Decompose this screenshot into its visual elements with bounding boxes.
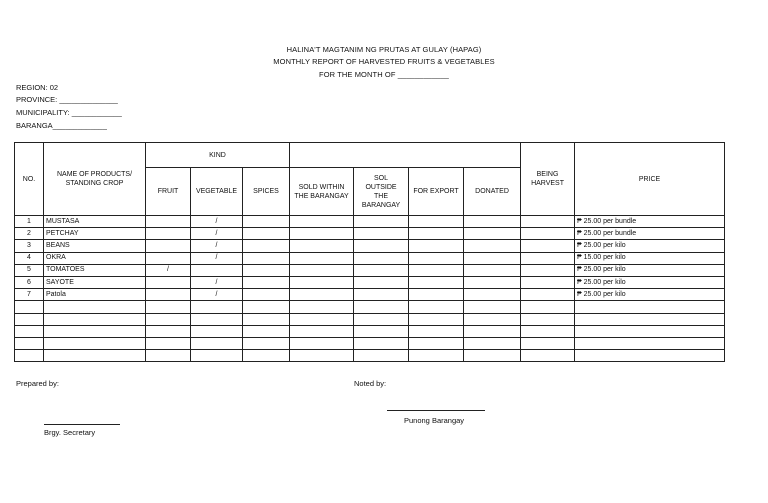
row-fruit-mark xyxy=(146,276,191,288)
header-spices: SPICES xyxy=(243,168,290,216)
row-for-export xyxy=(409,276,464,288)
row-donated xyxy=(464,264,521,276)
row-fruit-mark xyxy=(146,301,191,313)
header-sold-within: SOLD WITHIN THE BARANGAY xyxy=(290,168,354,216)
header-kind: KIND xyxy=(146,143,290,168)
row-vegetable-mark xyxy=(191,313,243,325)
table-row xyxy=(15,240,725,252)
secretary-label: Brgy. Secretary xyxy=(44,428,96,437)
row-sol-outside xyxy=(354,325,409,337)
row-fruit-mark xyxy=(146,337,191,349)
table-row xyxy=(15,264,725,276)
row-price: ₱ 25.00 per bundle xyxy=(575,216,725,228)
row-name: TOMATOES xyxy=(44,264,146,276)
row-name xyxy=(44,313,146,325)
row-sol-outside xyxy=(354,301,409,313)
row-spices xyxy=(243,325,290,337)
row-fruit-mark xyxy=(146,252,191,264)
row-for-export xyxy=(409,289,464,301)
row-donated xyxy=(464,240,521,252)
table-row xyxy=(15,252,725,264)
row-donated xyxy=(464,252,521,264)
row-for-export xyxy=(409,252,464,264)
row-being-harvest xyxy=(521,276,575,288)
header-vegetable: VEGETABLE xyxy=(191,168,243,216)
row-vegetable-mark: / xyxy=(191,276,243,288)
row-fruit-mark xyxy=(146,325,191,337)
row-for-export xyxy=(409,350,464,362)
row-donated xyxy=(464,228,521,240)
row-no: 4 xyxy=(15,252,44,264)
row-donated xyxy=(464,337,521,349)
row-vegetable-mark: / xyxy=(191,289,243,301)
row-fruit-mark xyxy=(146,216,191,228)
row-name: BEANS xyxy=(44,240,146,252)
row-price xyxy=(575,301,725,313)
row-name: MUSTASA xyxy=(44,216,146,228)
row-sol-outside xyxy=(354,240,409,252)
prepared-by-label: Prepared by: xyxy=(16,379,59,388)
row-being-harvest xyxy=(521,337,575,349)
row-fruit-mark xyxy=(146,350,191,362)
row-price xyxy=(575,325,725,337)
row-donated xyxy=(464,216,521,228)
row-no xyxy=(15,337,44,349)
row-name: Patola xyxy=(44,289,146,301)
row-donated xyxy=(464,325,521,337)
row-sold-within xyxy=(290,264,354,276)
row-sold-within xyxy=(290,301,354,313)
header-being-harvest: BEING HARVEST xyxy=(521,143,575,216)
row-sol-outside xyxy=(354,289,409,301)
row-spices xyxy=(243,313,290,325)
row-being-harvest xyxy=(521,325,575,337)
row-vegetable-mark: / xyxy=(191,216,243,228)
row-no: 2 xyxy=(15,228,44,240)
row-sold-within xyxy=(290,289,354,301)
row-for-export xyxy=(409,313,464,325)
header-name: NAME OF PRODUCTS/ STANDING CROP xyxy=(44,143,146,216)
row-sold-within xyxy=(290,240,354,252)
row-donated xyxy=(464,350,521,362)
row-sold-within xyxy=(290,216,354,228)
table-row xyxy=(15,301,725,313)
row-for-export xyxy=(409,264,464,276)
report-month: FOR THE MONTH OF ____________ xyxy=(319,70,449,79)
row-no: 5 xyxy=(15,264,44,276)
punong-label: Punong Barangay xyxy=(404,416,465,425)
row-price xyxy=(575,313,725,325)
row-being-harvest xyxy=(521,350,575,362)
row-no: 3 xyxy=(15,240,44,252)
row-sold-within xyxy=(290,252,354,264)
row-being-harvest xyxy=(521,216,575,228)
row-for-export xyxy=(409,337,464,349)
row-vegetable-mark xyxy=(191,350,243,362)
row-spices xyxy=(243,240,290,252)
row-vegetable-mark: / xyxy=(191,228,243,240)
row-being-harvest xyxy=(521,289,575,301)
row-no xyxy=(15,313,44,325)
row-vegetable-mark xyxy=(191,325,243,337)
row-fruit-mark xyxy=(146,313,191,325)
row-for-export xyxy=(409,301,464,313)
row-sol-outside xyxy=(354,228,409,240)
row-name: PETCHAY xyxy=(44,228,146,240)
row-sol-outside xyxy=(354,350,409,362)
row-no xyxy=(15,325,44,337)
row-sol-outside xyxy=(354,276,409,288)
row-no xyxy=(15,301,44,313)
row-for-export xyxy=(409,216,464,228)
table-row xyxy=(15,228,725,240)
header-sales-group xyxy=(290,143,521,168)
row-sold-within xyxy=(290,313,354,325)
row-sol-outside xyxy=(354,313,409,325)
row-being-harvest xyxy=(521,252,575,264)
row-price: ₱ 25.00 per kilo xyxy=(575,289,725,301)
row-sol-outside xyxy=(354,264,409,276)
header-fruit: FRUIT xyxy=(146,168,191,216)
row-being-harvest xyxy=(521,228,575,240)
row-donated xyxy=(464,276,521,288)
row-sol-outside xyxy=(354,252,409,264)
table-row xyxy=(15,276,725,288)
secretary-signature-line xyxy=(44,424,120,425)
row-spices xyxy=(243,276,290,288)
table-row xyxy=(15,313,725,325)
row-name xyxy=(44,350,146,362)
row-sold-within xyxy=(290,228,354,240)
row-sold-within xyxy=(290,325,354,337)
noted-by-label: Noted by: xyxy=(354,379,387,388)
row-no: 7 xyxy=(15,289,44,301)
row-name: SAYOTE xyxy=(44,276,146,288)
table-row xyxy=(15,337,725,349)
row-for-export xyxy=(409,228,464,240)
row-fruit-mark xyxy=(146,228,191,240)
row-vegetable-mark: / xyxy=(191,240,243,252)
row-no xyxy=(15,350,44,362)
row-spices xyxy=(243,264,290,276)
row-price: ₱ 15.00 per kilo xyxy=(575,252,725,264)
row-spices xyxy=(243,228,290,240)
row-vegetable-mark xyxy=(191,337,243,349)
row-donated xyxy=(464,289,521,301)
row-donated xyxy=(464,313,521,325)
row-name xyxy=(44,337,146,349)
municipality-field: MUNICIPALITY: ____________ xyxy=(16,108,122,117)
table-row xyxy=(15,350,725,362)
row-spices xyxy=(243,301,290,313)
row-sold-within xyxy=(290,337,354,349)
row-price xyxy=(575,337,725,349)
report-title: HALINA'T MAGTANIM NG PRUTAS AT GULAY (HAPAG) xyxy=(286,45,482,54)
row-donated xyxy=(464,301,521,313)
row-for-export xyxy=(409,325,464,337)
barangay-field: BARANGA_____________ xyxy=(16,121,107,130)
row-spices xyxy=(243,252,290,264)
row-spices xyxy=(243,216,290,228)
row-fruit-mark: / xyxy=(146,264,191,276)
row-being-harvest xyxy=(521,264,575,276)
harvest-table xyxy=(14,142,725,362)
punong-signature-line xyxy=(387,410,485,411)
row-being-harvest xyxy=(521,301,575,313)
row-sold-within xyxy=(290,350,354,362)
row-no: 6 xyxy=(15,276,44,288)
report-subtitle: MONTHLY REPORT OF HARVESTED FRUITS & VEGETABLES xyxy=(273,57,495,66)
row-sol-outside xyxy=(354,337,409,349)
header-donated: DONATED xyxy=(464,168,521,216)
header-no: NO. xyxy=(15,143,44,216)
row-vegetable-mark xyxy=(191,301,243,313)
row-vegetable-mark xyxy=(191,264,243,276)
row-price: ₱ 25.00 per kilo xyxy=(575,276,725,288)
row-for-export xyxy=(409,240,464,252)
row-being-harvest xyxy=(521,240,575,252)
row-price: ₱ 25.00 per kilo xyxy=(575,264,725,276)
header-sol-outside: SOL OUTSIDE THE BARANGAY xyxy=(354,168,409,216)
row-spices xyxy=(243,289,290,301)
row-fruit-mark xyxy=(146,240,191,252)
row-fruit-mark xyxy=(146,289,191,301)
row-name xyxy=(44,325,146,337)
row-name: OKRA xyxy=(44,252,146,264)
row-sol-outside xyxy=(354,216,409,228)
row-price: ₱ 25.00 per bundle xyxy=(575,228,725,240)
row-name xyxy=(44,301,146,313)
table-row xyxy=(15,325,725,337)
row-sold-within xyxy=(290,276,354,288)
header-for-export: FOR EXPORT xyxy=(409,168,464,216)
row-spices xyxy=(243,337,290,349)
row-price xyxy=(575,350,725,362)
row-vegetable-mark: / xyxy=(191,252,243,264)
province-field: PROVINCE: ______________ xyxy=(16,95,118,104)
table-row xyxy=(15,289,725,301)
row-price: ₱ 25.00 per kilo xyxy=(575,240,725,252)
row-no: 1 xyxy=(15,216,44,228)
row-spices xyxy=(243,350,290,362)
row-being-harvest xyxy=(521,313,575,325)
region-label: REGION: 02 xyxy=(16,83,59,92)
table-row xyxy=(15,216,725,228)
header-price: PRICE xyxy=(575,143,725,216)
